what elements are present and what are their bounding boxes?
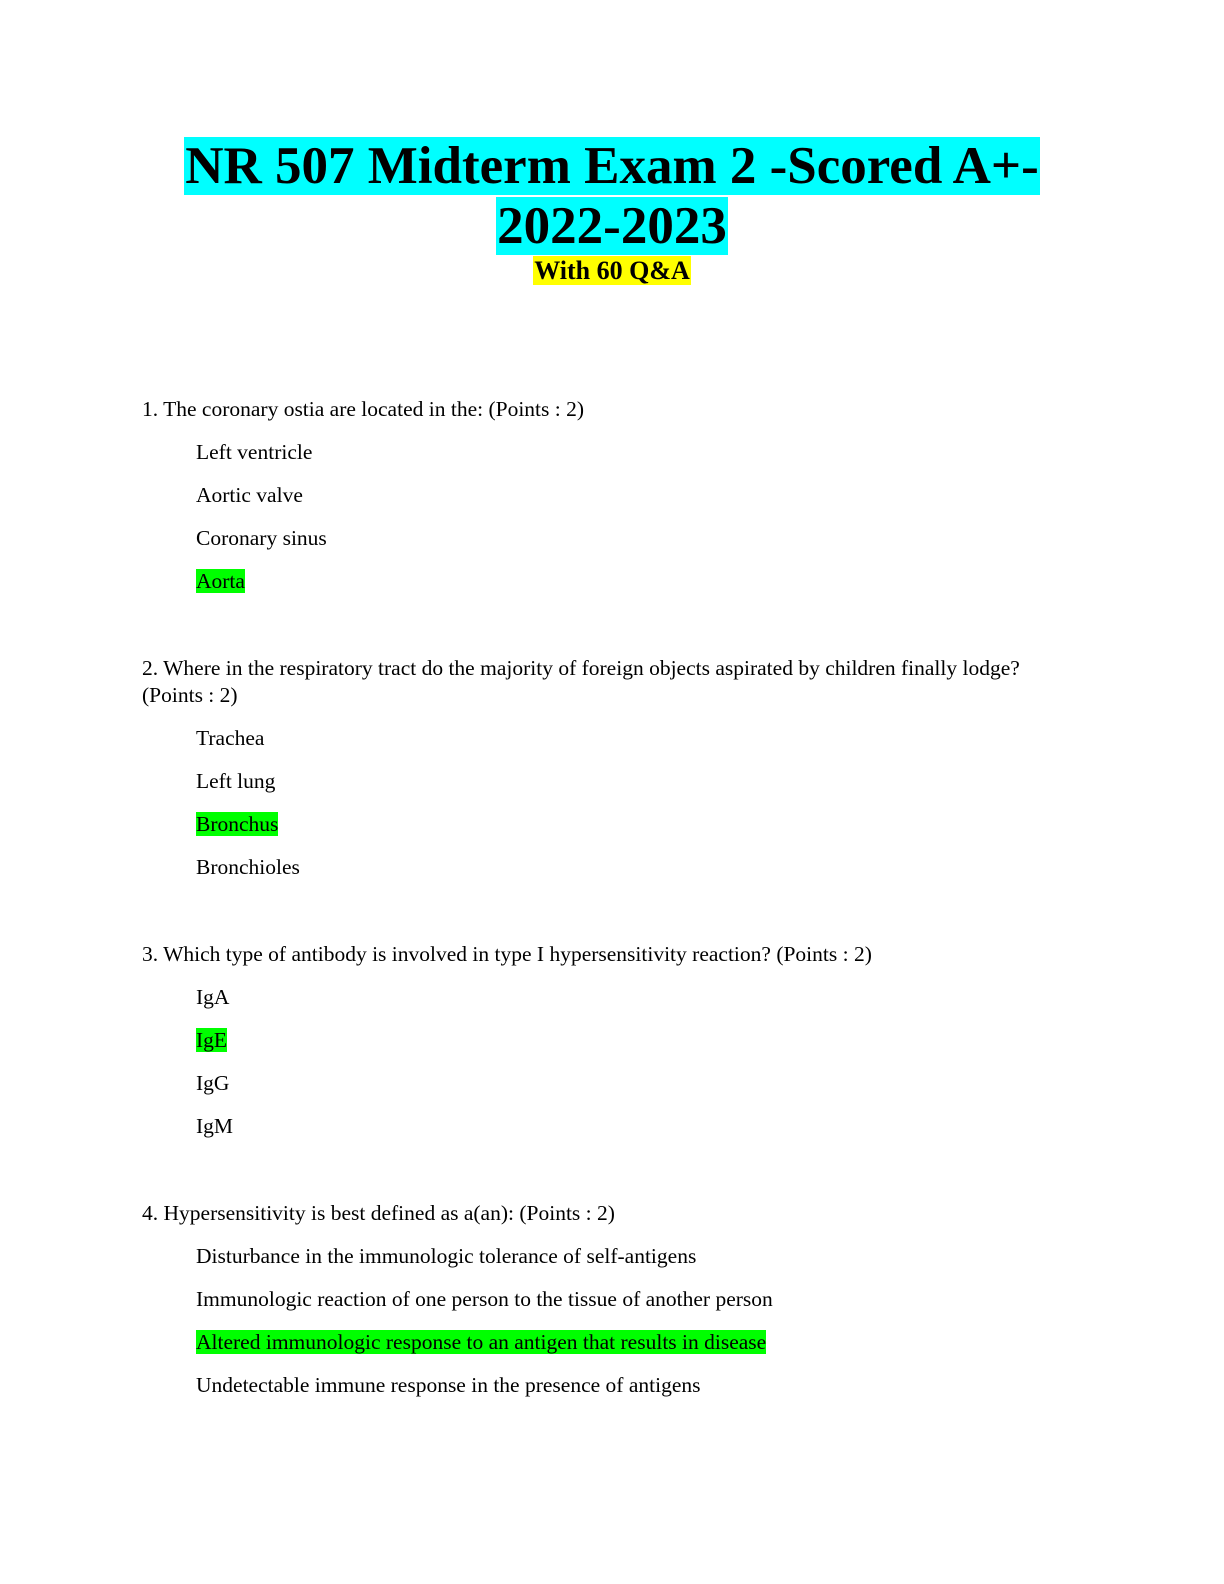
option-item [196, 1286, 1062, 1313]
correct-answer-text: IgE [196, 1028, 228, 1052]
subtitle [0, 256, 1224, 286]
question-2 [142, 655, 1062, 881]
option-item [196, 1113, 1062, 1140]
option-list [142, 439, 1062, 595]
option-list [142, 725, 1062, 881]
document-header [0, 136, 1224, 286]
correct-answer-text: Bronchus [196, 812, 279, 836]
option-list [142, 1243, 1062, 1399]
option-list [142, 984, 1062, 1140]
option-text: Left lung [196, 769, 276, 793]
option-item [196, 568, 1062, 595]
option-text: Bronchioles [196, 855, 300, 879]
option-item [196, 1243, 1062, 1270]
title-line-2 [0, 196, 1224, 256]
option-text: Aortic valve [196, 483, 303, 507]
option-text: Immunologic reaction of one person to the tissue of another person [196, 1287, 773, 1311]
question-1 [142, 396, 1062, 595]
option-item [196, 1070, 1062, 1097]
option-text: Left ventricle [196, 440, 313, 464]
title-text-1: NR 507 Midterm Exam 2 -Scored A+- [185, 137, 1039, 195]
option-item [196, 439, 1062, 466]
option-text: IgG [196, 1071, 230, 1095]
option-item [196, 725, 1062, 752]
option-item [196, 768, 1062, 795]
option-item [196, 854, 1062, 881]
question-stem: 1. The coronary ostia are located in the: (Points : 2) [142, 397, 585, 421]
option-text: IgA [196, 985, 230, 1009]
question-stem: 4. Hypersensitivity is best defined as a(an): (Points : 2) [142, 1201, 615, 1225]
option-item [196, 525, 1062, 552]
option-item [196, 1372, 1062, 1399]
option-item [196, 482, 1062, 509]
option-text: Disturbance in the immunologic tolerance of self-antigens [196, 1244, 697, 1268]
title-text-2: 2022-2023 [497, 197, 727, 255]
option-item [196, 1027, 1062, 1054]
question-stem: 2. Where in the respiratory tract do the majority of foreign objects aspirated by children finally lodge? (Points : 2) [142, 656, 1020, 707]
question-4 [142, 1200, 1062, 1399]
option-text: IgM [196, 1114, 234, 1138]
subtitle-text: With 60 Q&A [534, 256, 690, 285]
option-item [196, 1329, 1062, 1356]
correct-answer-text: Altered immunologic response to an antigen that results in disease [196, 1330, 767, 1354]
option-text: Trachea [196, 726, 265, 750]
question-stem: 3. Which type of antibody is involved in type I hypersensitivity reaction? (Points : 2) [142, 942, 872, 966]
option-item [196, 984, 1062, 1011]
question-3 [142, 941, 1062, 1140]
option-item [196, 811, 1062, 838]
option-text: Undetectable immune response in the presence of antigens [196, 1373, 701, 1397]
correct-answer-text: Aorta [196, 569, 245, 593]
option-text: Coronary sinus [196, 526, 327, 550]
title-line-1 [0, 136, 1224, 196]
